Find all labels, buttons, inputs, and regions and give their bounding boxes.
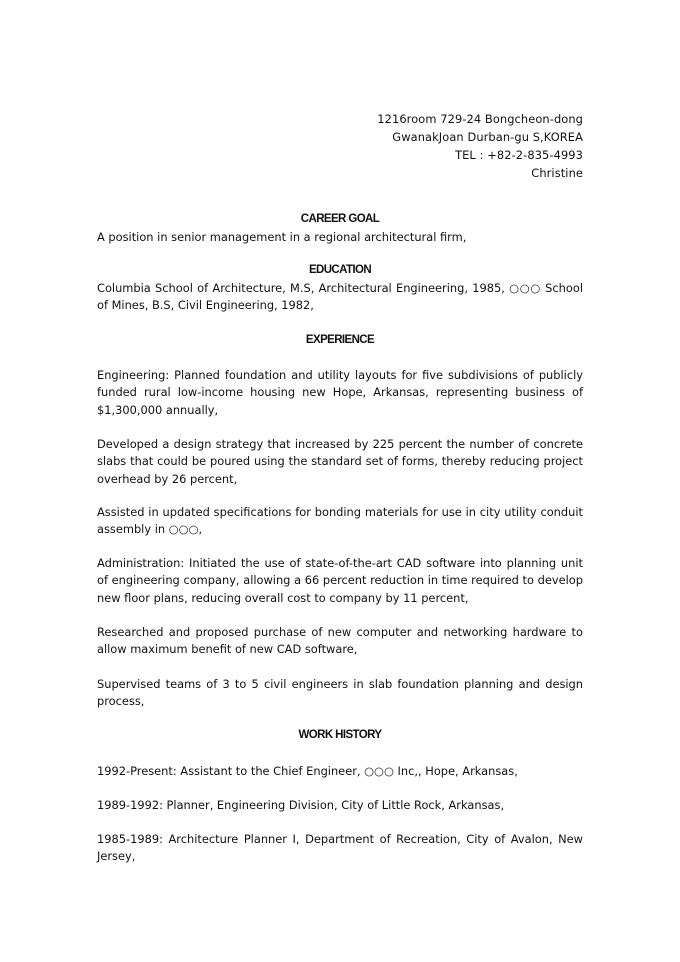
- experience-item: Developed a design strategy that increased by 225 percent the number of concrete slabs that could be poured using the standard set of forms, thereby reducing project overhead by 26 percent,: [97, 437, 583, 486]
- work-history-item: 1985-1989: Architecture Planner I, Department of Recreation, City of Avalon, New Jersey,: [97, 832, 583, 864]
- career-goal-text: A position in senior management in a regional architectural firm,: [97, 230, 467, 244]
- experience-item: Engineering: Planned foundation and utility layouts for five subdivisions of publicly funded rural low-income housing new Hope, Arkansas, representing business of $1,300,000 annually,: [97, 368, 583, 417]
- experience-item: Supervised teams of 3 to 5 civil engineers in slab foundation planning and design process,: [97, 677, 583, 709]
- address-line-2: GwanakJoan Durban-gu S,KOREA: [392, 130, 583, 144]
- work-history-item: 1989-1992: Planner, Engineering Division, City of Little Rock, Arkansas,: [97, 798, 505, 812]
- education-text: Columbia School of Architecture, M.S, Architectural Engineering, 1985, ○○○ School of Mines, B.S, Civil Engineering, 1982,: [97, 281, 583, 313]
- experience-item: Assisted in updated specifications for bonding materials for use in city utility conduit assembly in ○○○,: [97, 505, 583, 537]
- work-history-heading: WORK HISTORY: [298, 729, 382, 741]
- education-heading: EDUCATION: [308, 264, 372, 276]
- experience-item: Researched and proposed purchase of new computer and networking hardware to allow maximum benefit of new CAD software,: [97, 625, 583, 657]
- work-history-item: 1992-Present: Assistant to the Chief Engineer, ○○○ Inc,, Hope, Arkansas,: [97, 764, 518, 778]
- address-line-1: 1216room 729-24 Bongcheon-dong: [377, 112, 583, 126]
- career-goal-heading: CAREER GOAL: [300, 213, 380, 225]
- applicant-name: Christine: [531, 166, 583, 180]
- phone-line: TEL : +82-2-835-4993: [455, 148, 583, 162]
- contact-address-block: [377, 110, 583, 182]
- experience-heading: EXPERIENCE: [305, 334, 375, 346]
- experience-item: Administration: Initiated the use of state-of-the-art CAD software into planning unit of engineering company, allowing a 66 percent reduction in time required to develop new floor plans, reducing overall cost to company by 11 percent,: [97, 556, 583, 605]
